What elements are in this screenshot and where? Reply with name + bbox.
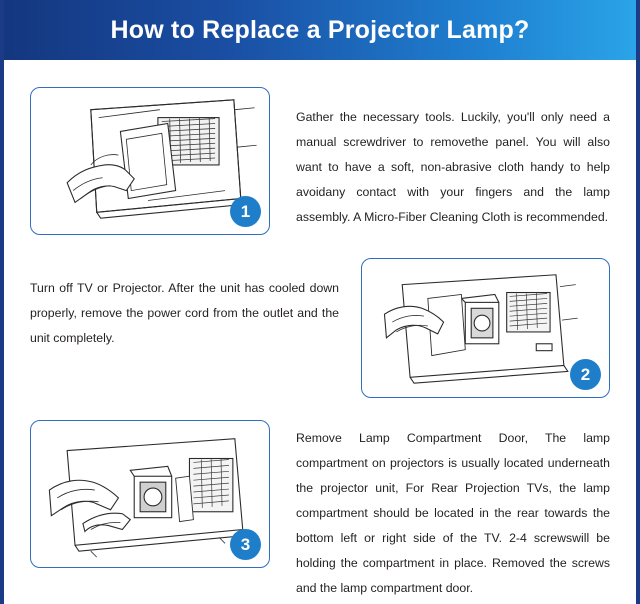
step-1-text: Gather the necessary tools. Luckily, you'll only need a manual screwdriver to removethe panel. You will also want to have a soft, non-abrasive cloth handy to help avoidany contact with your fingers and the lamp assembly. A Micro-Fiber Cleaning Cloth is recommended. [296,110,610,224]
step-2-badge: 2 [570,359,601,390]
step-3 [4,420,636,601]
page-header [4,0,636,60]
step-3-figure [30,420,270,568]
step-1-badge: 1 [230,196,261,227]
step-2-figure [361,258,610,398]
page-title: How to Replace a Projector Lamp? [110,15,530,44]
step-1 [4,87,636,235]
steps-container [4,87,636,601]
step-3-text: Remove Lamp Compartment Door, The lamp compartment on projectors is usually located underneath the projector unit, For Rear Projection TVs, the lamp compartment should be located in the rear towards the bottom left or right side of the TV. 2-4 screwswill be holding the compartment in place. Removed the screws and the lamp compartment door. [296,431,610,595]
step-3-badge: 3 [230,529,261,560]
step-2 [4,258,636,398]
step-1-figure [30,87,270,235]
step-2-text: Turn off TV or Projector. After the unit has cooled down properly, remove the power cord from the outlet and the unit completely. [30,281,339,345]
